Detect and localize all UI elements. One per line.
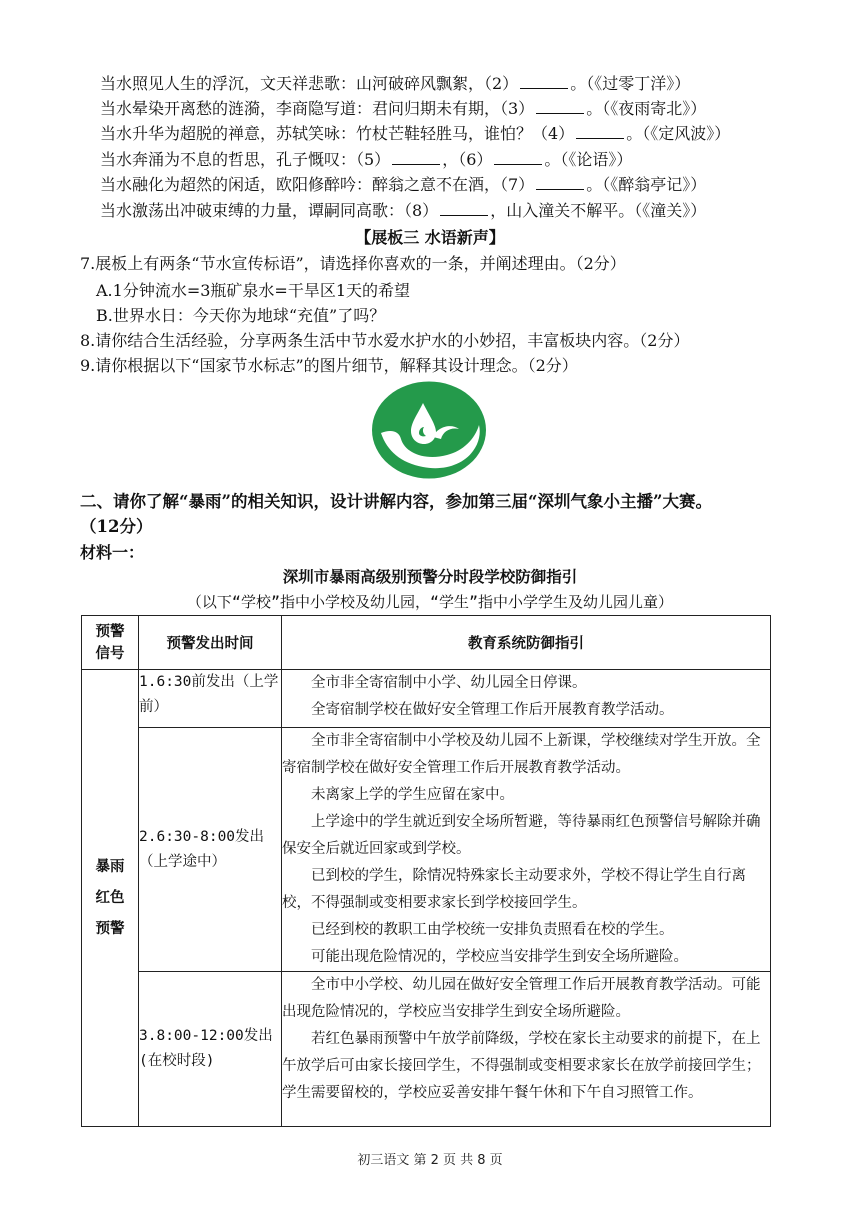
header-guide: 教育系统防御指引 (282, 616, 771, 670)
table-row (82, 972, 771, 1127)
guide-paragraph: 已经到校的教职工由学校统一安排负责照看在校的学生。 (311, 922, 674, 938)
poem-line-text: 当水激荡出冲破束缚的力量，谭嗣同高歌：（8） (100, 201, 439, 220)
guide-paragraph: 全寄宿制学校在做好安全管理工作后开展教育教学活动。 (311, 702, 674, 718)
time-cell: 3.8:00-12:00发出(在校时段) (139, 972, 282, 1127)
answer-blank[interactable] (440, 201, 488, 216)
answer-blank[interactable] (576, 124, 624, 139)
question-7-option-b: B.世界水日：今天你为地球“充值”了吗？ (96, 306, 386, 325)
answer-blank[interactable] (392, 150, 440, 165)
answer-blank[interactable] (536, 99, 584, 114)
guide-cell (282, 670, 771, 728)
section2-heading: 二、请你了解“暴雨”的相关知识，设计讲解内容，参加第三届“深圳气象小主播”大赛。 (80, 492, 712, 511)
material-1-label: 材料一： (80, 543, 145, 562)
poem-line-text: 当水融化为超然的闲适，欧阳修醉吟：醉翁之意不在酒，（7） (100, 175, 535, 194)
poem-line-mid: ，（6） (442, 150, 493, 169)
table-row (82, 670, 771, 728)
poem-line-2 (100, 72, 690, 96)
poem-line-7 (100, 173, 706, 197)
time-cell: 1.6:30前发出（上学前） (139, 670, 282, 728)
question-7: 7.展板上有两条“节水宣传标语”，请选择你喜欢的一条，并阐述理由。（2分） (80, 254, 626, 273)
header-time: 预警发出时间 (139, 616, 282, 670)
question-9: 9.请你根据以下“国家节水标志”的图片细节，解释其设计理念。（2分） (80, 356, 578, 375)
guide-cell (282, 728, 771, 972)
poem-line-source: 。（《夜雨寄北》） (586, 99, 707, 118)
guide-paragraph: 全市中小学校、幼儿园在做好安全管理工作后开展教育教学活动。可能出现危险情况的，学校应当安排学生到安全场所避险。 (282, 977, 761, 1020)
guide-paragraph: 已到校的学生，除情况特殊家长主动要求外，学校不得让学生自行离校，不得强制或变相要求家长到学校接回学生。 (282, 868, 746, 911)
poem-line-source: 。（《论语》） (544, 150, 633, 169)
table-header-row (82, 616, 771, 670)
poem-line-text: 当水照见人生的浮沉，文天祥悲歌：山河破碎风飘絮，（2） (100, 74, 519, 93)
poem-line-4 (100, 122, 730, 146)
poem-line-8 (100, 199, 706, 223)
page-footer: 初三语文 第 2 页 共 8 页 (357, 1153, 503, 1168)
question-7-option-a: A.1分钟流水=3瓶矿泉水=干旱区1天的希望 (96, 281, 410, 300)
poem-line-text: 当水奔涌为不息的哲思，孔子慨叹：（5） (100, 150, 391, 169)
poem-line-5 (100, 148, 632, 172)
question-8: 8.请你结合生活经验，分享两条生活中节水爱水护水的小妙招，丰富板块内容。（2分） (80, 331, 690, 350)
time-cell: 2.6:30-8:00发出（上学途中） (139, 728, 282, 972)
poem-line-3 (100, 97, 706, 121)
poem-line-text: 当水晕染开离愁的涟漪，李商隐写道：君问归期未有期，（3） (100, 99, 535, 118)
poem-line-source: 。（《定风波》） (626, 124, 731, 143)
guide-paragraph: 未离家上学的学生应留在家中。 (311, 787, 514, 803)
poem-line-source: 。（《醉翁亭记》） (586, 175, 707, 194)
defense-guide-table (81, 615, 771, 1127)
water-saving-logo-icon (371, 381, 487, 479)
guide-paragraph: 可能出现危险情况的，学校应当安排学生到安全场所避险。 (311, 949, 688, 965)
answer-blank[interactable] (536, 175, 584, 190)
poem-line-text: 当水升华为超脱的禅意，苏轼笑咏：竹杖芒鞋轻胜马，谁怕？（4） (100, 124, 575, 143)
guide-paragraph: 若红色暴雨预警中午放学前降级，学校在家长主动要求的前提下，在上午放学后可由家长接回学生，不得强制或变相要求家长在放学前接回学生；学生需要留校的，学校应妥善安排午餐午休和下午自习照管工作。 (282, 1031, 761, 1101)
answer-blank[interactable] (520, 74, 568, 89)
guide-paragraph: 全市非全寄宿制中小学校及幼儿园不上新课，学校继续对学生开放。全寄宿制学校在做好安全管理工作后开展教育教学活动。 (282, 733, 761, 776)
answer-blank[interactable] (494, 150, 542, 165)
table-subtitle: （以下“学校”指中小学校及幼儿园，“学生”指中小学学生及幼儿园儿童） (186, 593, 674, 611)
table-title: 深圳市暴雨高级别预警分时段学校防御指引 (282, 567, 578, 586)
signal-red-warning: 暴雨红色预警 (82, 670, 139, 1127)
board3-title: 【展板三 水语新声】 (355, 228, 505, 247)
poem-line-source: 。（《过零丁洋》） (570, 74, 691, 93)
guide-paragraph: 全市非全寄宿制中小学、幼儿园全日停课。 (311, 675, 587, 691)
guide-paragraph: 上学途中的学生就近到安全场所暂避，等待暴雨红色预警信号解除并确保安全后就近回家或到学校。 (282, 814, 761, 857)
poem-line-source: ，山入潼关不解平。（《潼关》） (490, 201, 707, 220)
header-signal: 预警信号 (82, 616, 139, 670)
guide-cell (282, 972, 771, 1127)
section2-score: （12分） (80, 517, 153, 536)
table-row (82, 728, 771, 972)
